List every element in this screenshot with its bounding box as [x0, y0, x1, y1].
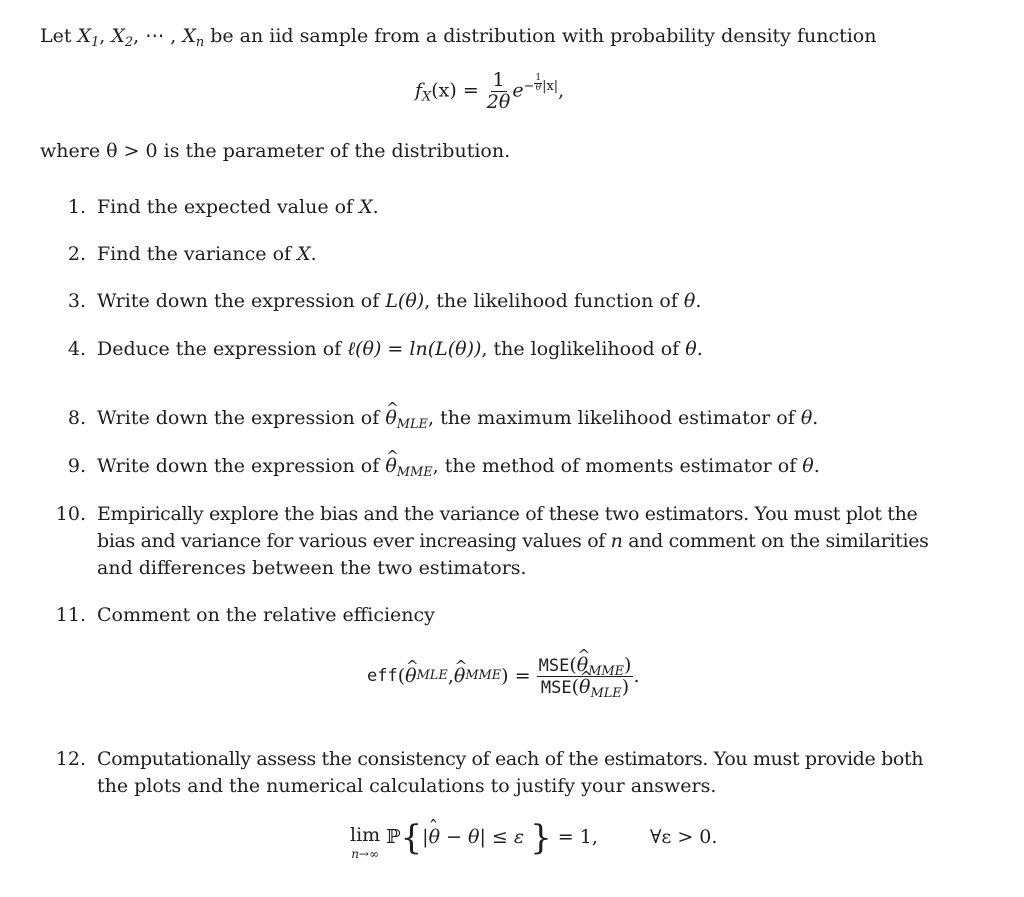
limit-operator: lim n→∞ [350, 824, 381, 861]
probability-symbol: ℙ [386, 826, 401, 848]
intro-prefix: Let [40, 25, 78, 47]
item-text: Write down the expression of ^ $\theta_{MME}$, the method of moments estimator of θ. [97, 455, 820, 477]
item-number: 4. [67, 338, 86, 360]
item-text-line: bias and variance for various ever increasing values of n and comment on the similarities [97, 530, 929, 552]
intro-suffix: be an iid sample from a distribution with probability density function [204, 25, 877, 47]
item-number: 11. [55, 604, 86, 626]
item-number: 10. [55, 503, 86, 525]
item-text: Find the expected value of X. [97, 196, 379, 218]
item-number: 8. [67, 407, 86, 429]
pdf-arg: (x) = [431, 79, 485, 102]
item-text: Comment on the relative efficiency [97, 604, 435, 626]
item-text-line: and differences between the two estimators. [97, 557, 527, 579]
pdf-f: f [415, 79, 423, 102]
pdf-exponent: − 1 θ |x| [523, 72, 559, 94]
efficiency-fraction: $\frac{MSE(\^{} \theta_{MME})}{MSE(\^{} \theta_{MLE})}$ [537, 655, 634, 698]
pdf-sub: X [422, 89, 432, 105]
item-text: Find the variance of X. [97, 243, 317, 265]
item-text: Deduce the expression of ℓ(θ) = ln(L(θ)), the loglikelihood of θ. [97, 338, 703, 360]
item-number: 9. [67, 455, 86, 477]
item-text: Write down the expression of L(θ), the likelihood function of θ. [97, 290, 702, 312]
item-number: 12. [55, 748, 86, 770]
pdf-comma: , [558, 79, 565, 102]
item-text-line: the plots and the numerical calculations to justify your answers. [97, 775, 717, 797]
item-text: Write down the expression of ^ $\theta_{MLE}$, the maximum likelihood estimator of θ. [97, 407, 818, 429]
item-number: 2. [67, 243, 86, 265]
pdf-fraction: $\frac{1}{2\theta}$ [486, 69, 511, 113]
forall-condition: ∀ε > 0. [649, 826, 718, 848]
eff-fn: eff [367, 666, 398, 687]
item-number: 3. [67, 290, 86, 312]
consistency-formula: lim n→∞ ℙ{|ˆ θ − θ| ≤ ε } = 1, ∀ε > 0. [350, 826, 717, 860]
pdf-e: e [512, 79, 524, 102]
pdf-formula [415, 70, 564, 113]
intro-line-1: Let $X_1$, $X_2$, ⋯ , $X_n$ be an iid sample from a distribution with probability density function [40, 25, 877, 50]
intro-line-2: where θ > 0 is the parameter of the distribution. [40, 140, 511, 162]
var-x2: $X_2$ [111, 25, 134, 50]
var-xn: $X_n$ [182, 25, 205, 50]
item-number: 1. [67, 196, 86, 218]
item-text-line: Computationally assess the consistency of each of the estimators. You must provide both [97, 748, 924, 770]
item-text-line: Empirically explore the bias and the variance of these two estimators. You must plot the [97, 503, 918, 525]
var-x1: $X_1$ [77, 25, 100, 50]
efficiency-formula: eff ( ^ θ MLE , ^ θ MME ) = $\frac{MSE(\^{} \theta_{MME})}{MSE(\^{} \theta_{MLE})}$ . [367, 655, 640, 698]
